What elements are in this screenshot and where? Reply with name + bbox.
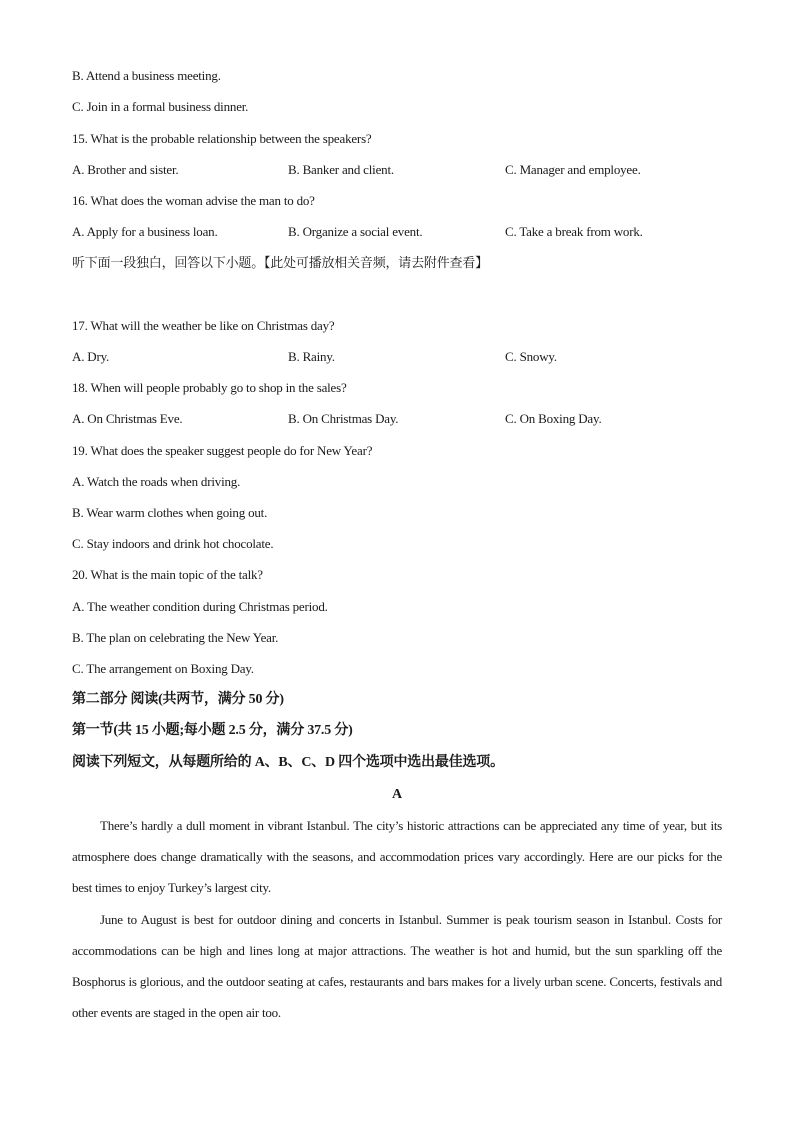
- q16-option-a: A. Apply for a business loan.: [72, 224, 218, 239]
- q20-option-b: B. The plan on celebrating the New Year.: [72, 630, 279, 645]
- q18-option-a: A. On Christmas Eve.: [72, 411, 183, 426]
- section-title: 第一节(共 15 小题;每小题 2.5 分，满分 37.5 分): [72, 723, 353, 738]
- passage-paragraph-1-text: There’s hardly a dull moment in vibrant Istanbul. The city’s historic attractions can be appreciated any time of year, but its atmosphere does change dramatically with the seasons, and accommodation prices vary accordingly. Here are our picks for the best times to enjoy Turkey’s largest city.: [72, 818, 722, 895]
- q16-question: 16. What does the woman advise the man to do?: [72, 193, 315, 208]
- q15-option-b: B. Banker and client.: [288, 162, 394, 177]
- q20-option-a: A. The weather condition during Christmas period.: [72, 599, 328, 614]
- q17-option-a: A. Dry.: [72, 349, 110, 364]
- q19-option-b: B. Wear warm clothes when going out.: [72, 505, 268, 520]
- reading-instruction: 阅读下列短文，从每题所给的 A、B、C、D 四个选项中选出最佳选项。: [72, 755, 504, 770]
- q17-option-c: C. Snowy.: [505, 349, 557, 364]
- q15-question: 15. What is the probable relationship between the speakers?: [72, 131, 372, 146]
- q17-question: 17. What will the weather be like on Christmas day?: [72, 318, 335, 333]
- q14-option-c: C. Join in a formal business dinner.: [72, 99, 249, 114]
- q14-option-b: B. Attend a business meeting.: [72, 68, 221, 83]
- q18-option-c: C. On Boxing Day.: [505, 411, 602, 426]
- part-title: 第二部分 阅读(共两节，满分 50 分): [72, 692, 284, 707]
- q18-option-b: B. On Christmas Day.: [288, 411, 399, 426]
- monologue-instruction: 听下面一段独白，回答以下小题。【此处可播放相关音频，请去附件查看】: [72, 256, 488, 271]
- passage-paragraph-1: [72, 810, 722, 903]
- q17-option-b: B. Rainy.: [288, 349, 335, 364]
- q19-option-c: C. Stay indoors and drink hot chocolate.: [72, 536, 274, 551]
- q19-question: 19. What does the speaker suggest people do for New Year?: [72, 443, 373, 458]
- q18-question: 18. When will people probably go to shop in the sales?: [72, 380, 347, 395]
- passage-label: A: [391, 787, 403, 802]
- passage-paragraph-2: [72, 904, 722, 1028]
- q15-option-a: A. Brother and sister.: [72, 162, 179, 177]
- q19-option-a: A. Watch the roads when driving.: [72, 474, 241, 489]
- q16-option-c: C. Take a break from work.: [505, 224, 643, 239]
- q20-option-c: C. The arrangement on Boxing Day.: [72, 661, 254, 676]
- q20-question: 20. What is the main topic of the talk?: [72, 567, 263, 582]
- q16-option-b: B. Organize a social event.: [288, 224, 423, 239]
- passage-paragraph-2-text: June to August is best for outdoor dining and concerts in Istanbul. Summer is peak tourism season in Istanbul. Costs for accommodations can be high and lines long at major attractions. The weather is hot and humid, but the sun sparkling off the Bosphorus is glorious, and the outdoor seating at cafes, restaurants and bars makes for a lively urban scene. Concerts, festivals and other events are staged in the open air too.: [72, 912, 722, 1020]
- q15-option-c: C. Manager and employee.: [505, 162, 641, 177]
